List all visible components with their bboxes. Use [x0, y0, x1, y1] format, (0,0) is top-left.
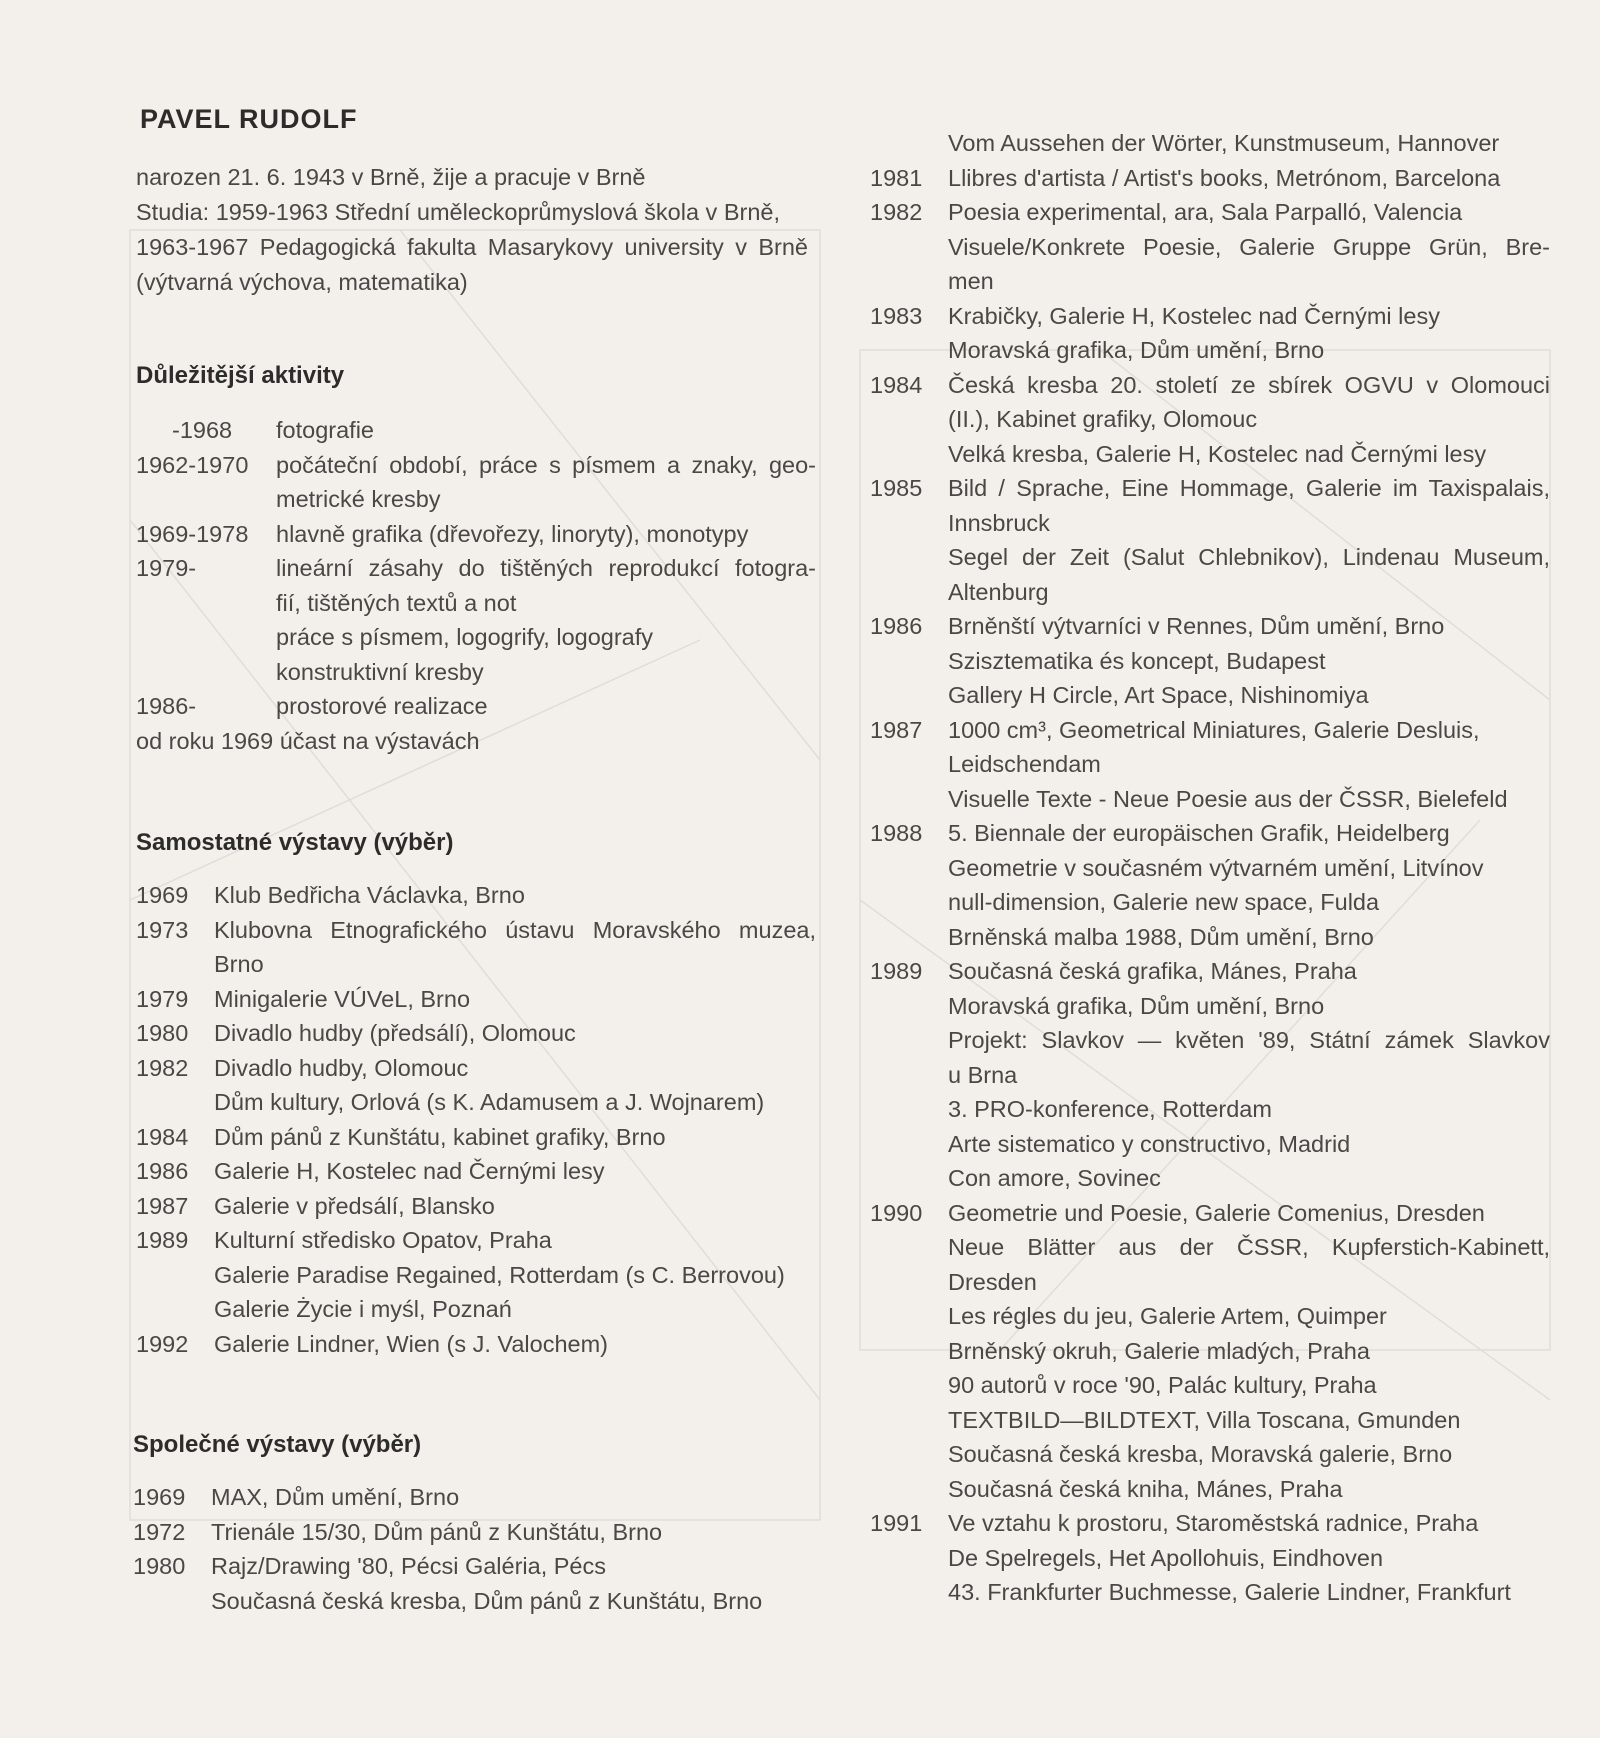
item-year: 1984 [136, 1123, 189, 1150]
item-year: 1990 [870, 1199, 923, 1226]
item-text: Poesia experimental, ara, Sala Parpalló, Valencia [948, 199, 1463, 225]
list-item [870, 368, 1550, 472]
item-text: konstruktivní kresby [276, 658, 484, 685]
item-year: 1989 [870, 958, 923, 984]
list-item [870, 299, 1550, 368]
intro-line: 1963-1967 Pedagogická fakulta Masarykovy university v Brně [136, 234, 808, 260]
item-year: 1980 [136, 1020, 189, 1046]
item-text: Galerie Paradise Regained, Rotterdam (s C. Berrovou) [214, 1261, 785, 1288]
item-year: 1979- [136, 555, 197, 581]
list-item [133, 1480, 813, 1515]
item-text: Současná česká grafika, Mánes, Praha [948, 958, 1357, 984]
item-year: 1986- [136, 693, 197, 719]
item-text: Gallery H Circle, Art Space, Nishinomiya [948, 682, 1369, 708]
item-text: prostorové realizace [276, 693, 488, 719]
item-text: Trienále 15/30, Dům pánů z Kunštátu, Brno [211, 1518, 663, 1545]
item-text: Moravská grafika, Dům umění, Brno [948, 337, 1325, 363]
item-text: Galerie v předsálí, Blansko [214, 1192, 495, 1219]
list-item [870, 1506, 1550, 1610]
item-text: 1000 cm³, Geometrical Miniatures, Galerie Desluis, [948, 716, 1480, 743]
item-text: Segel der Zeit (Salut Chlebnikov), Lindenau Museum, [948, 544, 1550, 570]
item-year: 1972 [133, 1518, 186, 1545]
list-item [136, 689, 816, 724]
item-text: Geometrie und Poesie, Galerie Comenius, Dresden [948, 1199, 1485, 1226]
item-text: Projekt: Slavkov — květen '89, Státní zámek Slavkov [948, 1027, 1550, 1053]
list-item [136, 448, 816, 517]
item-text: Leidschendam [948, 751, 1101, 777]
list-item [136, 551, 816, 689]
item-text: Moravská grafika, Dům umění, Brno [948, 992, 1325, 1019]
item-text: u Brna [948, 1061, 1018, 1088]
item-text: hlavně grafika (dřevořezy, linoryty), monotypy [276, 520, 749, 547]
item-text: Divadlo hudby, Olomouc [214, 1054, 469, 1081]
item-text: Současná česká kresba, Moravská galerie, Brno [948, 1441, 1453, 1467]
item-text: Současná česká kresba, Dům pánů z Kunštátu, Brno [211, 1587, 763, 1614]
list-item [870, 161, 1550, 196]
item-text: Arte sistematico y constructivo, Madrid [948, 1130, 1351, 1157]
list-item [133, 1549, 813, 1618]
item-text: Velká kresba, Galerie H, Kostelec nad Černými lesy [948, 440, 1487, 467]
item-year: 1973 [136, 916, 189, 943]
intro-line: Studia: 1959-1963 Střední uměleckoprůmyslová škola v Brně, [136, 199, 780, 225]
list-item [870, 816, 1550, 954]
item-year: 1991 [870, 1510, 923, 1536]
item-year: -1968 [172, 417, 233, 443]
item-text: Galerie Życie i myśl, Poznań [214, 1296, 512, 1322]
item-text: Galerie Lindner, Wien (s J. Valochem) [214, 1330, 609, 1357]
item-year: 1989 [136, 1227, 189, 1253]
item-text: Krabičky, Galerie H, Kostelec nad Černými lesy [948, 302, 1440, 329]
list-item [136, 982, 816, 1017]
item-text: men [948, 268, 994, 294]
item-text: Ve vztahu k prostoru, Staroměstská radnice, Praha [948, 1510, 1479, 1536]
item-text: MAX, Dům umění, Brno [211, 1484, 460, 1510]
item-year: 1969-1978 [136, 520, 249, 547]
item-year: 1982 [870, 199, 923, 225]
solo-exhibitions-heading: Samostatné výstavy (výběr) [136, 829, 454, 856]
item-text: Kulturní středisko Opatov, Praha [214, 1227, 552, 1253]
group-exhibitions-heading: Společné výstavy (výběr) [133, 1431, 422, 1458]
item-year: 1979 [136, 985, 189, 1012]
group-exhibitions-list [133, 1480, 813, 1618]
list-item [136, 1189, 816, 1224]
solo-exhibitions-list [136, 878, 816, 1361]
item-year: 1984 [870, 371, 923, 398]
biography-intro [136, 160, 808, 300]
intro-line: (výtvarná výchova, matematika) [136, 269, 468, 295]
activities-list [136, 413, 816, 758]
item-text: fotografie [276, 417, 374, 443]
item-year: 1992 [136, 1330, 189, 1357]
item-text: počáteční období, práce s písmem a znaky, geo- [276, 451, 816, 478]
list-item [136, 1154, 816, 1189]
item-text: Les régles du jeu, Galerie Artem, Quimper [948, 1303, 1387, 1329]
item-text: Brněnská malba 1988, Dům umění, Brno [948, 923, 1374, 950]
item-year: 1980 [133, 1553, 186, 1579]
item-text: Rajz/Drawing '80, Pécsi Galéria, Pécs [211, 1553, 607, 1579]
item-year: 1986 [136, 1158, 189, 1184]
item-year: 1962-1970 [136, 451, 249, 478]
list-item [870, 954, 1550, 1196]
item-text: (II.), Kabinet grafiky, Olomouc [948, 406, 1258, 432]
list-item [136, 913, 816, 982]
list-item [870, 126, 1550, 161]
item-year: 1987 [136, 1192, 189, 1219]
item-year: 1982 [136, 1054, 189, 1081]
item-text: Altenburg [948, 578, 1049, 605]
item-year: 1988 [870, 820, 923, 846]
item-text: práce s písmem, logogrify, logografy [276, 624, 654, 650]
item-text: Dresden [948, 1268, 1037, 1295]
intro-line: narozen 21. 6. 1943 v Brně, žije a pracuje v Brně [136, 164, 646, 190]
item-text: 43. Frankfurter Buchmesse, Galerie Lindner, Frankfurt [948, 1579, 1511, 1605]
list-item [870, 1196, 1550, 1507]
list-item [136, 1223, 816, 1327]
item-text: Dům pánů z Kunštátu, kabinet grafiky, Brno [214, 1123, 666, 1150]
list-item [136, 413, 816, 448]
item-text: Brněnští výtvarníci v Rennes, Dům umění, Brno [948, 613, 1445, 639]
list-item [136, 1120, 816, 1155]
list-item [870, 471, 1550, 609]
item-year: 1969 [136, 882, 189, 908]
item-text: Visuele/Konkrete Poesie, Galerie Gruppe Grün, Bre- [948, 233, 1550, 260]
item-text: TEXTBILD—BILDTEXT, Villa Toscana, Gmunden [948, 1406, 1461, 1433]
activities-heading: Důležitější aktivity [136, 362, 345, 389]
item-text: 90 autorů v roce '90, Palác kultury, Praha [948, 1372, 1377, 1398]
item-text: Geometrie v současném výtvarném umění, Litvínov [948, 854, 1484, 881]
item-year: 1987 [870, 716, 923, 743]
item-year: 1985 [870, 475, 923, 501]
list-item [136, 1016, 816, 1051]
item-text: De Spelregels, Het Apollohuis, Eindhoven [948, 1544, 1384, 1571]
item-text: null-dimension, Galerie new space, Fulda [948, 889, 1380, 915]
item-text: Klubovna Etnografického ústavu Moravského muzea, [214, 916, 816, 943]
item-text: Bild / Sprache, Eine Hommage, Galerie im Taxispalais, [948, 475, 1550, 501]
item-text: Brněnský okruh, Galerie mladých, Praha [948, 1337, 1370, 1364]
item-year: 1986 [870, 613, 923, 639]
item-text: Vom Aussehen der Wörter, Kunstmuseum, Hannover [948, 130, 1500, 156]
item-text: Dům kultury, Orlová (s K. Adamusem a J. Wojnarem) [214, 1089, 765, 1115]
item-text: Innsbruck [948, 509, 1050, 536]
item-text: Llibres d'artista / Artist's books, Metrónom, Barcelona [948, 164, 1501, 191]
item-text: Szisztematika és koncept, Budapest [948, 647, 1326, 674]
item-text: Současná česká kniha, Mánes, Praha [948, 1475, 1343, 1502]
item-text: Klub Bedřicha Václavka, Brno [214, 882, 525, 908]
list-item [136, 1051, 816, 1120]
item-year: 1983 [870, 302, 923, 329]
list-item [136, 878, 816, 913]
group-exhibitions-list-continued [870, 126, 1550, 1610]
page-title: PAVEL RUDOLF [140, 104, 358, 134]
item-text: Divadlo hudby (předsálí), Olomouc [214, 1020, 576, 1046]
item-text: metrické kresby [276, 486, 441, 512]
item-text: Con amore, Sovinec [948, 1165, 1161, 1191]
list-item [870, 713, 1550, 817]
item-year: 1969 [133, 1484, 186, 1510]
item-year: 1981 [870, 164, 923, 191]
item-text: Visuelle Texte - Neue Poesie aus der ČSSR, Bielefeld [948, 785, 1508, 812]
list-item [870, 609, 1550, 713]
item-text: 5. Biennale der europäischen Grafik, Heidelberg [948, 820, 1450, 846]
item-text: Galerie H, Kostelec nad Černými lesy [214, 1158, 605, 1184]
list-item [133, 1515, 813, 1550]
list-item [136, 1327, 816, 1362]
activities-footer: od roku 1969 účast na výstavách [136, 727, 480, 754]
list-item [870, 195, 1550, 299]
list-item [136, 517, 816, 552]
item-text: 3. PRO-konference, Rotterdam [948, 1096, 1272, 1122]
item-text: fií, tištěných textů a not [276, 589, 517, 616]
item-text: Minigalerie VÚVeL, Brno [214, 985, 471, 1012]
item-text: Brno [214, 951, 264, 977]
item-text: Neue Blätter aus der ČSSR, Kupferstich-Kabinett, [948, 1234, 1550, 1260]
item-text: Česká kresba 20. století ze sbírek OGVU v Olomouci [948, 371, 1550, 398]
item-text: lineární zásahy do tištěných reprodukcí fotogra- [276, 555, 816, 581]
